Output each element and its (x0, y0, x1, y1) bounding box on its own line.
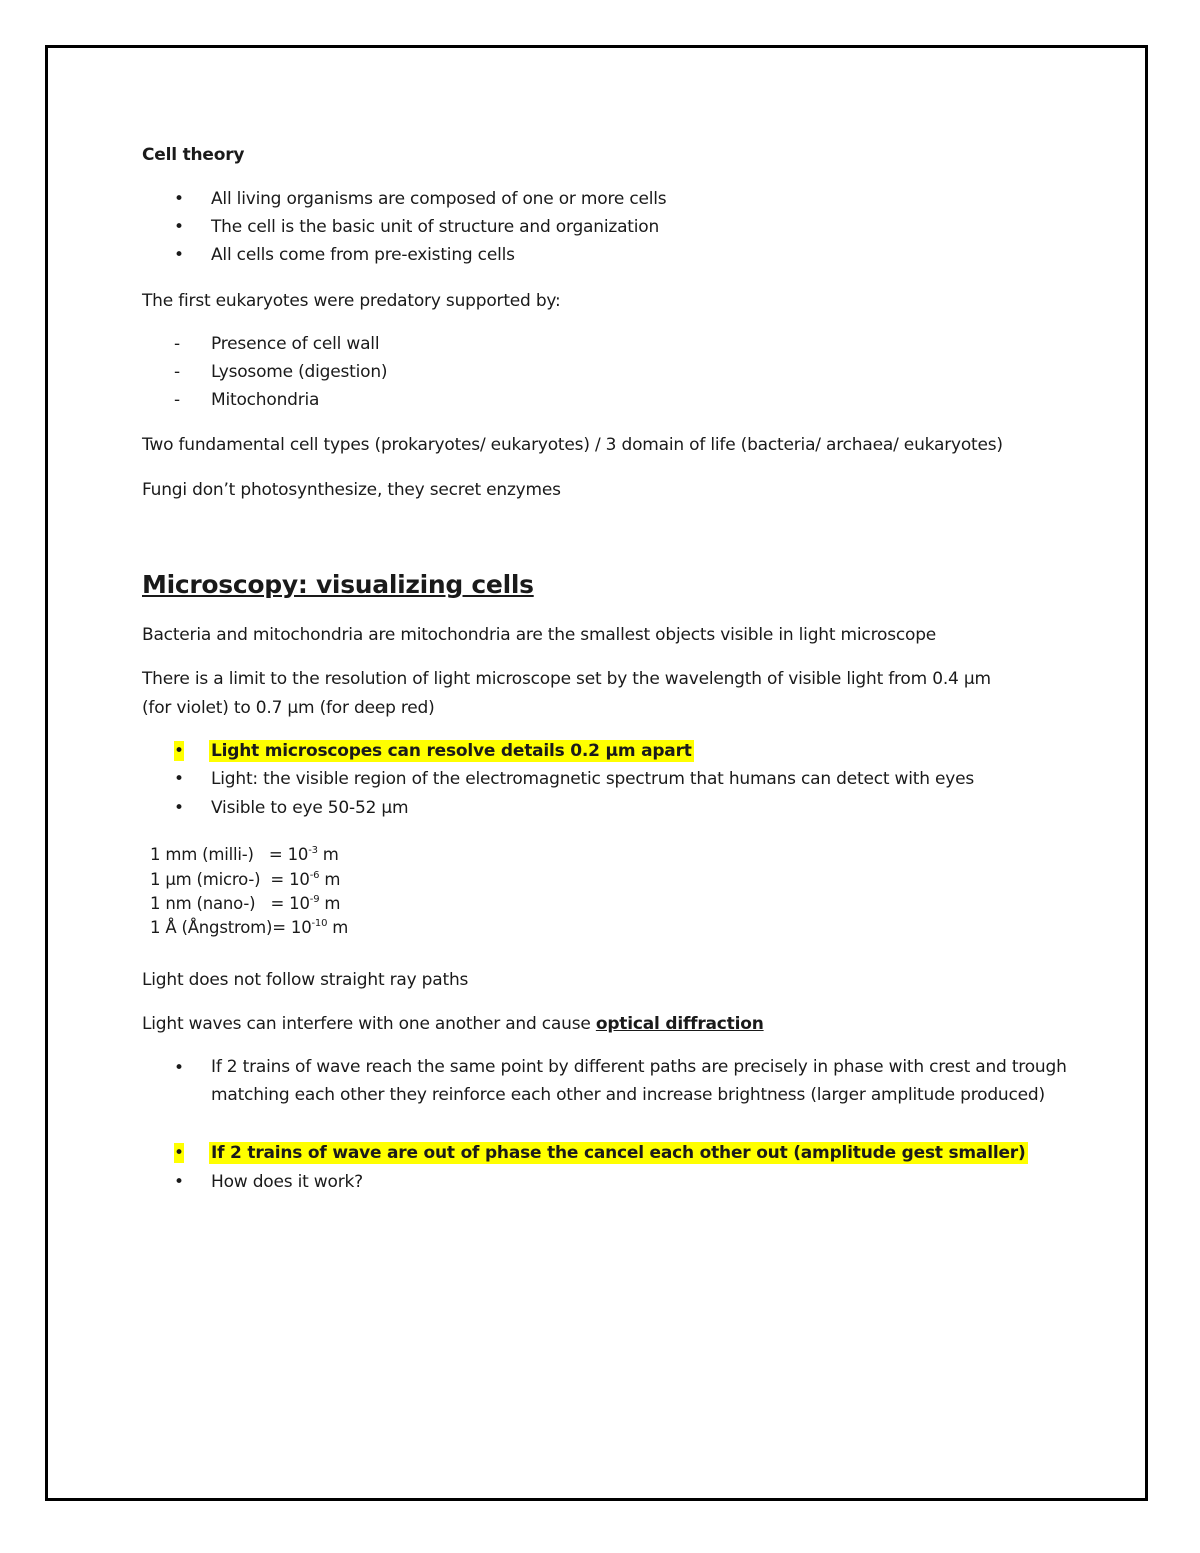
list-item-text: Visible to eye 50-52 µm (211, 798, 409, 818)
list-item-text: Lysosome (digestion) (211, 362, 388, 382)
list-item-text: The cell is the basic unit of structure and organization (211, 217, 660, 237)
list-item-text: If 2 trains of wave reach the same point by different paths are precisely in phase with crest and trough matching each other they reinforce each other and increase brightness (larger amplitude produced) (211, 1057, 1067, 1105)
list-item-text: Presence of cell wall (211, 334, 380, 354)
unit-row: 1 mm (milli-) = $10^{-3}$ m (150, 845, 339, 864)
unit-row: 1 Å (Ångstrom)= $10^{-10}$ m (150, 918, 349, 937)
microscopy-heading: Microscopy: visualizing cells (142, 570, 534, 599)
bullet-marker: • (174, 1058, 184, 1078)
dash-marker: - (174, 362, 180, 382)
unit-row: 1 µm (micro-) = $10^{-6}$ m (150, 870, 341, 889)
cell-theory-title: Cell theory (142, 145, 245, 165)
bullet-marker: • (174, 217, 184, 237)
light-straight-text: Light does not follow straight ray paths (142, 970, 469, 990)
list-item-text: Light: the visible region of the electromagnetic spectrum that humans can detect with eyes (211, 769, 975, 789)
highlighted-text: Light microscopes can resolve details 0.2 µm apart (211, 741, 692, 761)
list-item-text: Mitochondria (211, 390, 320, 410)
microscopy-para1: Bacteria and mitochondria are mitochondria are the smallest objects visible in light microscope (142, 625, 937, 645)
dash-marker: - (174, 390, 180, 410)
bullet-marker: • (174, 769, 184, 789)
list-item-text: All living organisms are composed of one or more cells (211, 189, 667, 209)
list-item-text: How does it work? (211, 1172, 363, 1192)
predatory-intro: The first eukaryotes were predatory supported by: (142, 291, 561, 311)
microscopy-para2-line1: There is a limit to the resolution of light microscope set by the wavelength of visible light from 0.4 µm (142, 669, 991, 689)
bullet-marker: • (174, 798, 184, 818)
bullet-marker: • (174, 741, 184, 761)
bullet-marker: • (174, 1172, 184, 1192)
list-item-text: All cells come from pre-existing cells (211, 245, 515, 265)
dash-marker: - (174, 334, 180, 354)
highlighted-text: If 2 trains of wave are out of phase the cancel each other out (amplitude gest smaller) (211, 1143, 1026, 1163)
bullet-marker: • (174, 189, 184, 209)
microscopy-para2-line2: (for violet) to 0.7 µm (for deep red) (142, 698, 435, 718)
light-interfere-text: Light waves can interfere with one another and cause optical diffraction (142, 1014, 764, 1034)
bullet-marker: • (174, 1143, 184, 1163)
unit-row: 1 nm (nano-) = $10^{-9}$ m (150, 894, 341, 913)
optical-diffraction-term: optical diffraction (595, 1014, 764, 1034)
fungi-text: Fungi don’t photosynthesize, they secret enzymes (142, 480, 561, 500)
bullet-marker: • (174, 245, 184, 265)
fundamental-text: Two fundamental cell types (prokaryotes/ eukaryotes) / 3 domain of life (bacteria/ archaea/ eukaryotes) (142, 435, 1003, 455)
